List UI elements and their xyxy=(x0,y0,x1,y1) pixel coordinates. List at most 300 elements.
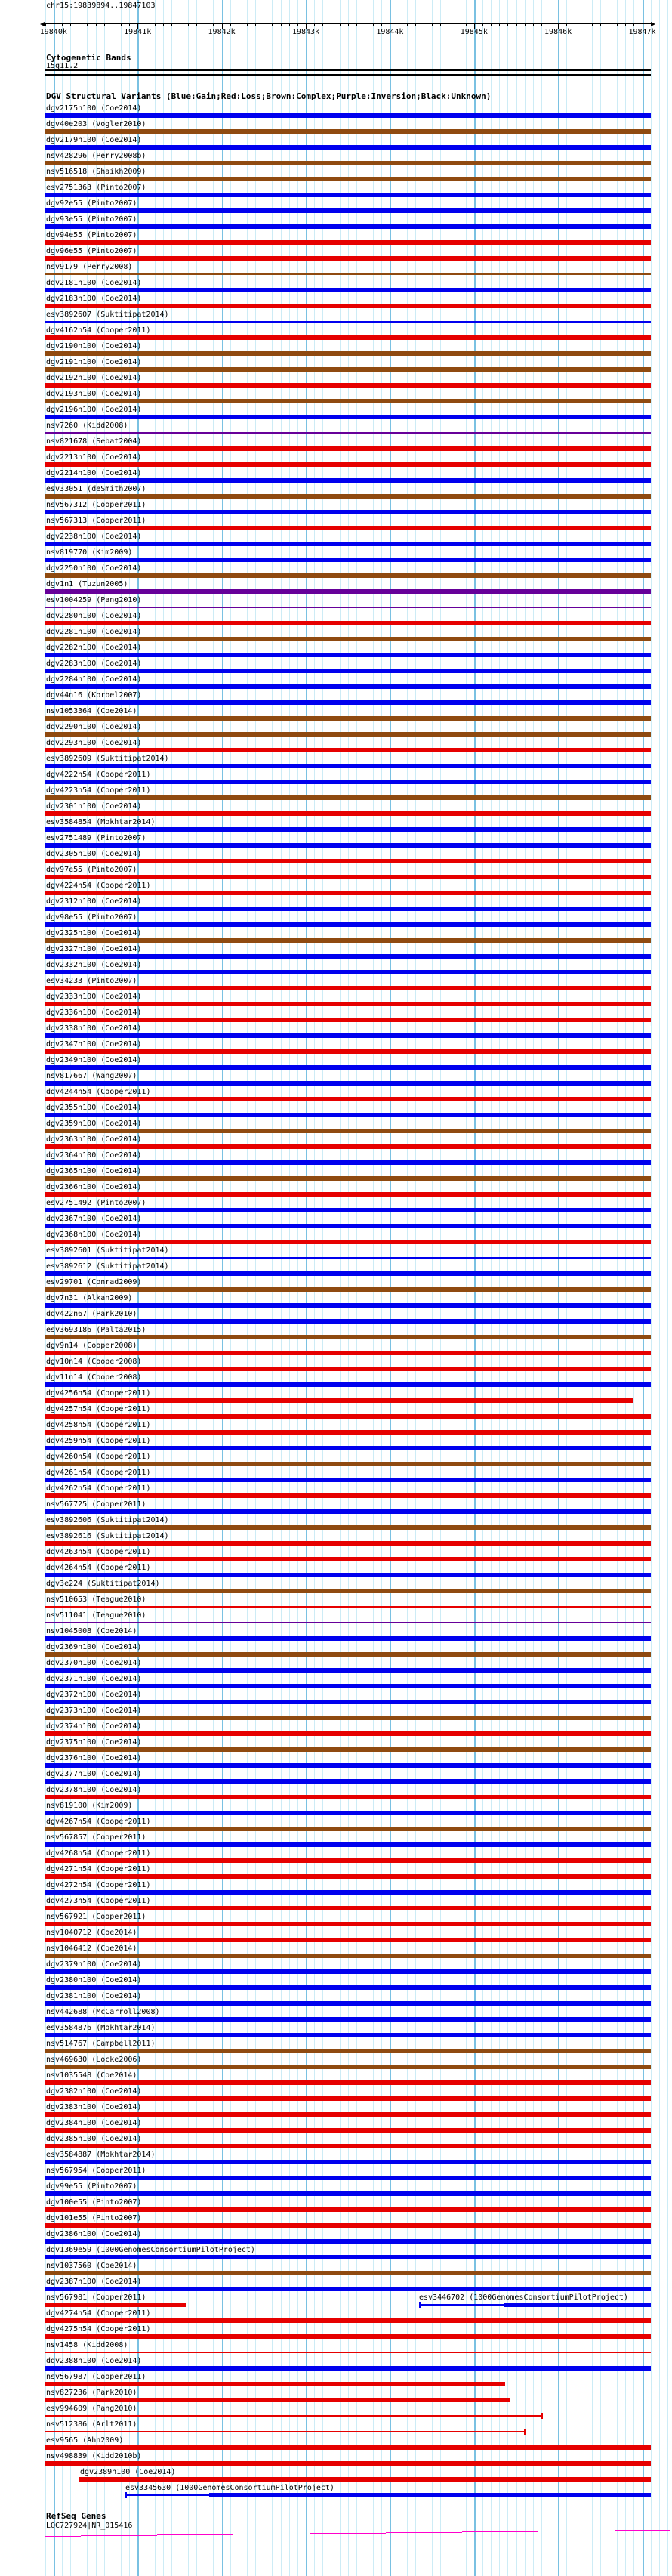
gene-line-segment[interactable] xyxy=(386,2532,462,2533)
variant-label[interactable]: dgv4244n54 (Cooper2011) xyxy=(46,1088,151,1096)
variant-bar[interactable] xyxy=(45,494,651,499)
variant-bar[interactable] xyxy=(45,2366,651,2371)
variant-label[interactable]: nsv567921 (Cooper2011) xyxy=(46,1913,146,1921)
variant-bar[interactable] xyxy=(45,2255,651,2259)
variant-bar[interactable] xyxy=(45,1954,651,1958)
variant-bar[interactable] xyxy=(45,1700,651,1704)
variant-bar[interactable] xyxy=(45,1462,651,1466)
variant-label[interactable]: dgv2381n100 (Coe2014) xyxy=(46,1992,142,2000)
variant-bar[interactable] xyxy=(45,1113,651,1117)
variant-bar[interactable] xyxy=(45,1446,651,1450)
variant-label[interactable]: nsv1458 (Kidd2008) xyxy=(46,2341,128,2349)
variant-bar[interactable] xyxy=(45,208,651,213)
variant-bar[interactable] xyxy=(45,859,651,863)
variant-bar[interactable] xyxy=(45,669,651,673)
variant-label[interactable]: dgv10n14 (Cooper2008) xyxy=(46,1357,142,1366)
variant-label[interactable]: dgv2325n100 (Coe2014) xyxy=(46,929,142,937)
variant-bar[interactable] xyxy=(45,240,651,245)
variant-bar[interactable] xyxy=(45,1398,633,1403)
variant-label[interactable]: dgv2373n100 (Coe2014) xyxy=(46,1707,142,1715)
variant-label[interactable]: nsv819770 (Kim2009) xyxy=(46,548,133,557)
variant-label[interactable]: esv3892606 (Suktitipat2014) xyxy=(46,1516,169,1524)
variant-label[interactable]: dgv2379n100 (Coe2014) xyxy=(46,1960,142,1969)
cytogenetic-band-label[interactable]: 15q11.2 xyxy=(46,62,79,70)
variant-label[interactable]: dgv98e55 (Pinto2007) xyxy=(46,913,137,922)
variant-label[interactable]: dgv2301n100 (Coe2014) xyxy=(46,802,142,811)
variant-label[interactable]: dgv4264n54 (Cooper2011) xyxy=(46,1564,151,1572)
variant-bar[interactable] xyxy=(45,2445,651,2450)
variant-label[interactable]: dgv2175n100 (Coe2014) xyxy=(46,104,142,113)
variant-label[interactable]: esv2751363 (Pinto2007) xyxy=(46,184,146,192)
variant-line[interactable] xyxy=(45,2431,525,2432)
variant-label[interactable]: nsv827236 (Park2010) xyxy=(46,2389,137,2397)
variant-label[interactable]: dgv4256n54 (Cooper2011) xyxy=(46,1389,151,1398)
variant-label[interactable]: dgv2179n100 (Coe2014) xyxy=(46,136,142,144)
variant-label[interactable]: dgv2367n100 (Coe2014) xyxy=(46,1215,142,1223)
variant-bar[interactable] xyxy=(45,700,651,705)
variant-bar[interactable] xyxy=(45,922,651,927)
variant-bar[interactable] xyxy=(45,1367,651,1371)
variant-bar[interactable] xyxy=(45,1018,651,1022)
variant-bar[interactable] xyxy=(45,2049,651,2053)
variant-label[interactable]: dgv2290n100 (Coe2014) xyxy=(46,723,142,731)
variant-label[interactable]: dgv2196n100 (Coe2014) xyxy=(46,406,142,414)
variant-bar[interactable] xyxy=(79,2477,651,2482)
variant-label[interactable]: nsv567857 (Cooper2011) xyxy=(46,1833,146,1842)
variant-label[interactable]: dgv7n31 (Alkan2009) xyxy=(46,1294,133,1302)
variant-bar[interactable] xyxy=(45,1747,651,1752)
variant-bar[interactable] xyxy=(45,1065,651,1070)
variant-bar[interactable] xyxy=(45,589,651,594)
variant-bar[interactable] xyxy=(45,748,651,752)
variant-label[interactable]: esv3584876 (Mokhtar2014) xyxy=(46,2024,156,2032)
variant-label[interactable]: dgv4260n54 (Cooper2011) xyxy=(46,1453,151,1461)
variant-label[interactable]: esv994609 (Pang2010) xyxy=(46,2405,137,2413)
variant-label[interactable]: dgv2280n100 (Coe2014) xyxy=(46,612,142,620)
variant-label[interactable]: nsv817667 (Wang2007) xyxy=(46,1072,137,1080)
variant-bar[interactable] xyxy=(45,1906,651,1910)
variant-label[interactable]: esv3584887 (Mokhtar2014) xyxy=(46,2151,156,2159)
variant-bar[interactable] xyxy=(45,1811,651,1815)
variant-label[interactable]: dgv100e55 (Pinto2007) xyxy=(46,2198,142,2207)
variant-label[interactable]: dgv2181n100 (Coe2014) xyxy=(46,279,142,287)
variant-label[interactable]: dgv4272n54 (Cooper2011) xyxy=(46,1881,151,1889)
variant-bar[interactable] xyxy=(45,1097,651,1101)
variant-label[interactable]: dgv2349n100 (Coe2014) xyxy=(46,1056,142,1064)
variant-bar[interactable] xyxy=(45,1779,651,1784)
variant-label[interactable]: esv9565 (Ahn2009) xyxy=(46,2436,124,2445)
variant-bar[interactable] xyxy=(45,1763,651,1768)
variant-label[interactable]: dgv2336n100 (Coe2014) xyxy=(46,1008,142,1017)
variant-label[interactable]: nsv516518 (Shaikh2009) xyxy=(46,168,146,176)
variant-label[interactable]: nsv567312 (Cooper2011) xyxy=(46,501,146,509)
variant-bar[interactable] xyxy=(45,335,651,340)
gene-line-segment[interactable] xyxy=(81,2535,157,2536)
variant-bar[interactable] xyxy=(45,177,651,181)
variant-label[interactable]: dgv2293n100 (Coe2014) xyxy=(46,739,142,747)
variant-label[interactable]: dgv2282n100 (Coe2014) xyxy=(46,644,142,652)
variant-bar[interactable] xyxy=(45,573,651,578)
variant-bar[interactable] xyxy=(45,684,651,689)
variant-bar[interactable] xyxy=(45,1382,651,1387)
gene-line-segment[interactable] xyxy=(310,2533,386,2534)
variant-line[interactable] xyxy=(45,2352,651,2353)
variant-bar[interactable] xyxy=(45,1541,651,1546)
variant-label[interactable]: esv2751492 (Pinto2007) xyxy=(46,1199,146,1207)
variant-bar[interactable] xyxy=(45,1081,651,1086)
gene-line-segment[interactable] xyxy=(462,2531,538,2532)
variant-label[interactable]: nsv567954 (Cooper2011) xyxy=(46,2167,146,2175)
variant-label[interactable]: dgv2368n100 (Coe2014) xyxy=(46,1231,142,1239)
variant-label[interactable]: esv3693186 (Palta2015) xyxy=(46,1326,146,1334)
variant-bar[interactable] xyxy=(45,1969,651,1974)
variant-bar[interactable] xyxy=(45,383,651,388)
variant-bar[interactable] xyxy=(45,1287,651,1292)
variant-bar[interactable] xyxy=(45,113,651,118)
variant-label[interactable]: dgv4162n54 (Cooper2011) xyxy=(46,326,151,335)
variant-label[interactable]: esv1004259 (Pang2010) xyxy=(46,596,142,604)
variant-bar[interactable] xyxy=(45,2334,651,2339)
variant-label[interactable]: dgv2183n100 (Coe2014) xyxy=(46,295,142,303)
variant-label[interactable]: dgv2382n100 (Coe2014) xyxy=(46,2087,142,2096)
variant-label[interactable]: dgv4263n54 (Cooper2011) xyxy=(46,1548,151,1556)
variant-label[interactable]: dgv2363n100 (Coe2014) xyxy=(46,1135,142,1144)
variant-bar[interactable] xyxy=(45,2191,651,2196)
variant-label[interactable]: dgv2281n100 (Coe2014) xyxy=(46,628,142,636)
variant-bar[interactable] xyxy=(45,478,651,483)
variant-label[interactable]: esv3892609 (Suktitipat2014) xyxy=(46,755,169,763)
variant-label[interactable]: dgv4275n54 (Cooper2011) xyxy=(46,2325,151,2334)
variant-label[interactable]: dgv2283n100 (Coe2014) xyxy=(46,659,142,668)
variant-label[interactable]: dgv4259n54 (Cooper2011) xyxy=(46,1437,151,1445)
variant-label[interactable]: nsv1037560 (Coe2014) xyxy=(46,2262,137,2270)
variant-bar[interactable] xyxy=(45,1509,651,1514)
variant-label[interactable]: esv3892601 (Suktitipat2014) xyxy=(46,1246,169,1255)
variant-label[interactable]: dgv2305n100 (Coe2014) xyxy=(46,850,142,858)
variant-label[interactable]: esv3345630 (1000GenomesConsortiumPilotProject) xyxy=(125,2484,334,2492)
variant-bar[interactable] xyxy=(45,621,651,625)
variant-bar[interactable] xyxy=(45,2461,651,2466)
variant-label[interactable]: dgv422n67 (Park2010) xyxy=(46,1310,137,1318)
variant-bar[interactable] xyxy=(45,637,651,641)
variant-bar[interactable] xyxy=(45,875,651,879)
variant-bar[interactable] xyxy=(45,827,651,832)
variant-label[interactable]: dgv1n1 (Tuzun2005) xyxy=(46,580,128,588)
variant-label[interactable]: dgv2366n100 (Coe2014) xyxy=(46,1183,142,1191)
variant-bar[interactable] xyxy=(45,1858,651,1863)
variant-label[interactable]: dgv2364n100 (Coe2014) xyxy=(46,1151,142,1160)
variant-bar[interactable] xyxy=(45,1414,651,1419)
variant-bar[interactable] xyxy=(45,986,651,990)
variant-bar[interactable] xyxy=(45,145,651,150)
variant-bar[interactable] xyxy=(45,1684,651,1688)
variant-bar[interactable] xyxy=(45,2207,651,2212)
variant-bar[interactable] xyxy=(45,891,651,895)
variant-label[interactable]: dgv4262n54 (Cooper2011) xyxy=(46,1484,151,1493)
variant-bar[interactable] xyxy=(45,193,651,197)
variant-bar[interactable] xyxy=(45,510,651,514)
variant-label[interactable]: esv3446702 (1000GenomesConsortiumPilotProject) xyxy=(419,2293,628,2302)
variant-label[interactable]: dgv3e224 (Suktitipat2014) xyxy=(46,1580,160,1588)
variant-label[interactable]: esv3892616 (Suktitipat2014) xyxy=(46,1532,169,1540)
variant-line[interactable] xyxy=(45,607,651,608)
variant-label[interactable]: dgv2359n100 (Coe2014) xyxy=(46,1120,142,1128)
variant-label[interactable]: dgv101e55 (Pinto2007) xyxy=(46,2214,142,2222)
variant-bar[interactable] xyxy=(45,2112,651,2117)
variant-label[interactable]: dgv2312n100 (Coe2014) xyxy=(46,897,142,906)
variant-label[interactable]: dgv2347n100 (Coe2014) xyxy=(46,1040,142,1049)
variant-bar[interactable] xyxy=(45,399,651,403)
variant-label[interactable]: dgv94e55 (Pinto2007) xyxy=(46,231,137,239)
variant-label[interactable]: dgv99e55 (Pinto2007) xyxy=(46,2182,137,2191)
variant-label[interactable]: dgv9n14 (Cooper2008) xyxy=(46,1342,137,1350)
variant-label[interactable]: nsv1040712 (Coe2014) xyxy=(46,1929,137,1937)
variant-label[interactable]: dgv2387n100 (Coe2014) xyxy=(46,2278,142,2286)
variant-label[interactable]: dgv2389n100 (Coe2014) xyxy=(80,2468,176,2476)
variant-bar[interactable] xyxy=(45,1557,651,1561)
variant-label[interactable]: dgv4267n54 (Cooper2011) xyxy=(46,1818,151,1826)
variant-label[interactable]: nsv1053364 (Coe2014) xyxy=(46,707,137,715)
variant-bar[interactable] xyxy=(45,1842,651,1847)
variant-label[interactable]: nsv1046412 (Coe2014) xyxy=(46,1944,137,1953)
variant-bar[interactable] xyxy=(45,1224,651,1228)
variant-bar[interactable] xyxy=(45,1827,651,1831)
variant-label[interactable]: dgv4268n54 (Cooper2011) xyxy=(46,1849,151,1858)
variant-bar[interactable] xyxy=(45,161,651,165)
variant-bar[interactable] xyxy=(45,1271,651,1276)
variant-bar[interactable] xyxy=(45,1176,651,1181)
variant-bar[interactable] xyxy=(45,1636,651,1641)
variant-bar[interactable] xyxy=(45,954,651,959)
variant-label[interactable]: esv2751489 (Pinto2007) xyxy=(46,834,146,842)
variant-bar[interactable] xyxy=(45,542,651,546)
variant-label[interactable]: dgv2284n100 (Coe2014) xyxy=(46,675,142,684)
variant-bar[interactable] xyxy=(504,2303,651,2307)
variant-label[interactable]: dgv2332n100 (Coe2014) xyxy=(46,961,142,969)
variant-label[interactable]: nsv819100 (Kim2009) xyxy=(46,1802,133,1810)
variant-bar[interactable] xyxy=(45,1319,651,1324)
variant-label[interactable]: dgv2371n100 (Coe2014) xyxy=(46,1675,142,1683)
variant-label[interactable]: dgv97e55 (Pinto2007) xyxy=(46,866,137,874)
variant-bar[interactable] xyxy=(45,970,651,974)
variant-label[interactable]: dgv2327n100 (Coe2014) xyxy=(46,945,142,953)
variant-label[interactable]: dgv1369e59 (1000GenomesConsortiumPilotProject) xyxy=(46,2246,255,2254)
variant-bar[interactable] xyxy=(45,1573,651,1577)
variant-bar[interactable] xyxy=(45,224,651,229)
variant-label[interactable]: dgv93e55 (Pinto2007) xyxy=(46,215,137,224)
variant-label[interactable]: esv33051 (deSmith2007) xyxy=(46,485,146,493)
variant-bar[interactable] xyxy=(45,795,651,800)
variant-label[interactable]: dgv2190n100 (Coe2014) xyxy=(46,342,142,351)
variant-bar[interactable] xyxy=(45,2033,651,2037)
variant-bar[interactable] xyxy=(45,2128,651,2133)
variant-label[interactable]: nsv498839 (Kidd2010b) xyxy=(46,2452,142,2460)
variant-bar[interactable] xyxy=(45,1652,651,1657)
variant-line[interactable] xyxy=(45,432,651,434)
variant-bar[interactable] xyxy=(45,1430,651,1435)
variant-bar[interactable] xyxy=(45,256,651,261)
variant-bar[interactable] xyxy=(45,1890,651,1895)
gene-line-segment[interactable] xyxy=(615,2530,670,2531)
variant-label[interactable]: dgv2333n100 (Coe2014) xyxy=(46,993,142,1001)
variant-label[interactable]: dgv2365n100 (Coe2014) xyxy=(46,1167,142,1175)
variant-label[interactable]: esv3584854 (Mokhtar2014) xyxy=(46,818,156,826)
variant-label[interactable]: nsv1045008 (Coe2014) xyxy=(46,1627,137,1635)
variant-bar[interactable] xyxy=(45,653,651,657)
variant-label[interactable]: dgv2372n100 (Coe2014) xyxy=(46,1691,142,1699)
variant-label[interactable]: dgv4271n54 (Cooper2011) xyxy=(46,1865,151,1873)
variant-label[interactable]: dgv2375n100 (Coe2014) xyxy=(46,1738,142,1747)
variant-label[interactable]: dgv4273n54 (Cooper2011) xyxy=(46,1897,151,1905)
variant-label[interactable]: nsv1035548 (Coe2014) xyxy=(46,2071,137,2080)
variant-label[interactable]: dgv2383n100 (Coe2014) xyxy=(46,2103,142,2111)
variant-bar[interactable] xyxy=(45,2144,651,2148)
gene-line-segment[interactable] xyxy=(157,2534,233,2535)
variant-bar[interactable] xyxy=(45,446,651,451)
variant-label[interactable]: dgv44n16 (Korbel2007) xyxy=(46,691,142,700)
variant-label[interactable]: dgv2214n100 (Coe2014) xyxy=(46,469,142,477)
variant-bar[interactable] xyxy=(45,1716,651,1720)
variant-label[interactable]: nsv9179 (Perry2008) xyxy=(46,263,133,271)
variant-label[interactable]: dgv2384n100 (Coe2014) xyxy=(46,2119,142,2127)
variant-line[interactable] xyxy=(45,1257,651,1259)
variant-bar[interactable] xyxy=(45,2065,651,2069)
variant-bar[interactable] xyxy=(45,2223,651,2228)
variant-bar[interactable] xyxy=(45,1731,651,1736)
variant-bar[interactable] xyxy=(45,1144,651,1149)
variant-label[interactable]: nsv511041 (Teague2010) xyxy=(46,1611,146,1620)
variant-label[interactable]: dgv2369n100 (Coe2014) xyxy=(46,1643,142,1651)
variant-bar[interactable] xyxy=(45,764,651,768)
variant-label[interactable]: nsv567725 (Cooper2011) xyxy=(46,1500,146,1509)
variant-line[interactable] xyxy=(45,2415,542,2417)
variant-label[interactable]: nsv469630 (Locke2006) xyxy=(46,2056,142,2064)
variant-bar[interactable] xyxy=(45,2096,651,2101)
variant-label[interactable]: esv3892612 (Suktitipat2014) xyxy=(46,1262,169,1271)
gene-line-segment[interactable] xyxy=(45,2536,81,2537)
variant-label[interactable]: dgv2374n100 (Coe2014) xyxy=(46,1722,142,1731)
variant-bar[interactable] xyxy=(45,2080,651,2085)
variant-bar[interactable] xyxy=(45,2398,510,2402)
variant-bar[interactable] xyxy=(45,1303,651,1308)
variant-label[interactable]: nsv567987 (Cooper2011) xyxy=(46,2373,146,2381)
variant-label[interactable]: dgv4258n54 (Cooper2011) xyxy=(46,1421,151,1429)
variant-bar[interactable] xyxy=(45,1192,651,1197)
variant-label[interactable]: esv3892607 (Suktitipat2014) xyxy=(46,310,169,319)
variant-bar[interactable] xyxy=(45,2318,651,2323)
variant-label[interactable]: nsv510653 (Teague2010) xyxy=(46,1595,146,1604)
variant-bar[interactable] xyxy=(45,780,651,784)
variant-bar[interactable] xyxy=(45,1351,651,1355)
variant-label[interactable]: dgv2385n100 (Coe2014) xyxy=(46,2135,142,2143)
variant-bar[interactable] xyxy=(45,2303,186,2307)
variant-bar[interactable] xyxy=(45,2176,651,2180)
variant-bar[interactable] xyxy=(45,1335,651,1339)
variant-bar[interactable] xyxy=(45,2017,651,2022)
variant-bar[interactable] xyxy=(45,288,651,292)
variant-bar[interactable] xyxy=(45,2160,651,2164)
variant-label[interactable]: dgv4222n54 (Cooper2011) xyxy=(46,771,151,779)
variant-label[interactable]: dgv2338n100 (Coe2014) xyxy=(46,1024,142,1033)
variant-label[interactable]: dgv2376n100 (Coe2014) xyxy=(46,1754,142,1762)
variant-connector-line[interactable] xyxy=(420,2304,504,2306)
variant-bar[interactable] xyxy=(45,462,651,467)
variant-bar[interactable] xyxy=(45,1938,651,1942)
variant-line[interactable] xyxy=(45,1622,651,1623)
variant-bar[interactable] xyxy=(45,1795,651,1799)
variant-label[interactable]: nsv428296 (Perry2008b) xyxy=(46,152,146,160)
variant-bar[interactable] xyxy=(45,367,651,372)
variant-label[interactable]: dgv2380n100 (Coe2014) xyxy=(46,1976,142,1985)
variant-label[interactable]: dgv2213n100 (Coe2014) xyxy=(46,453,142,462)
variant-bar[interactable] xyxy=(45,1002,651,1006)
variant-bar[interactable] xyxy=(45,1160,651,1165)
variant-bar[interactable] xyxy=(45,415,651,419)
variant-label[interactable]: dgv2191n100 (Coe2014) xyxy=(46,358,142,366)
variant-bar[interactable] xyxy=(45,1129,651,1133)
variant-label[interactable]: dgv2238n100 (Coe2014) xyxy=(46,533,142,541)
variant-bar[interactable] xyxy=(45,351,651,356)
variant-bar[interactable] xyxy=(45,1049,651,1054)
variant-label[interactable]: nsv567981 (Cooper2011) xyxy=(46,2293,146,2302)
variant-label[interactable]: esv29701 (Conrad2009) xyxy=(46,1278,142,1286)
variant-bar[interactable] xyxy=(45,2287,651,2291)
variant-bar[interactable] xyxy=(45,1922,651,1926)
variant-label[interactable]: nsv821678 (Sebat2004) xyxy=(46,437,142,446)
variant-bar[interactable] xyxy=(45,1208,651,1212)
variant-bar[interactable] xyxy=(45,2271,651,2275)
variant-bar[interactable] xyxy=(45,1874,651,1879)
variant-bar[interactable] xyxy=(45,2239,651,2244)
variant-bar[interactable] xyxy=(45,2001,651,2006)
variant-bar[interactable] xyxy=(45,1493,651,1498)
variant-bar[interactable] xyxy=(45,304,651,308)
variant-bar[interactable] xyxy=(45,843,651,848)
variant-bar[interactable] xyxy=(45,732,651,737)
cytogenetic-band-box[interactable] xyxy=(45,69,651,76)
variant-bar[interactable] xyxy=(45,1240,651,1244)
variant-bar[interactable] xyxy=(45,1668,651,1673)
variant-bar[interactable] xyxy=(45,716,651,721)
variant-label[interactable]: dgv2192n100 (Coe2014) xyxy=(46,374,142,382)
variant-label[interactable]: dgv96e55 (Pinto2007) xyxy=(46,247,137,255)
variant-bar[interactable] xyxy=(209,2493,651,2497)
variant-bar[interactable] xyxy=(45,1478,651,1482)
variant-label[interactable]: dgv4224n54 (Cooper2011) xyxy=(46,882,151,890)
variant-bar[interactable] xyxy=(45,526,651,530)
variant-line[interactable] xyxy=(45,321,651,323)
variant-bar[interactable] xyxy=(45,938,651,943)
variant-label[interactable]: dgv4274n54 (Cooper2011) xyxy=(46,2309,151,2318)
variant-label[interactable]: dgv2377n100 (Coe2014) xyxy=(46,1770,142,1778)
variant-bar[interactable] xyxy=(45,811,651,816)
variant-label[interactable]: esv34233 (Pinto2007) xyxy=(46,977,137,985)
variant-label[interactable]: nsv512386 (Arlt2011) xyxy=(46,2420,137,2429)
variant-label[interactable]: dgv4257n54 (Cooper2011) xyxy=(46,1405,151,1413)
variant-bar[interactable] xyxy=(45,1525,651,1530)
refseq-gene-label[interactable]: LOC727924|NR_015416 xyxy=(46,2522,133,2530)
variant-label[interactable]: dgv2193n100 (Coe2014) xyxy=(46,390,142,398)
variant-bar[interactable] xyxy=(45,907,651,911)
variant-label[interactable]: dgv40e203 (Vogler2010) xyxy=(46,120,146,128)
variant-bar[interactable] xyxy=(45,558,651,562)
variant-label[interactable]: dgv4261n54 (Cooper2011) xyxy=(46,1469,151,1477)
variant-line[interactable] xyxy=(45,273,651,275)
variant-label[interactable]: nsv7260 (Kidd2008) xyxy=(46,422,128,430)
variant-bar[interactable] xyxy=(45,1033,651,1038)
variant-bar[interactable] xyxy=(45,1589,651,1593)
variant-label[interactable]: dgv2386n100 (Coe2014) xyxy=(46,2230,142,2238)
